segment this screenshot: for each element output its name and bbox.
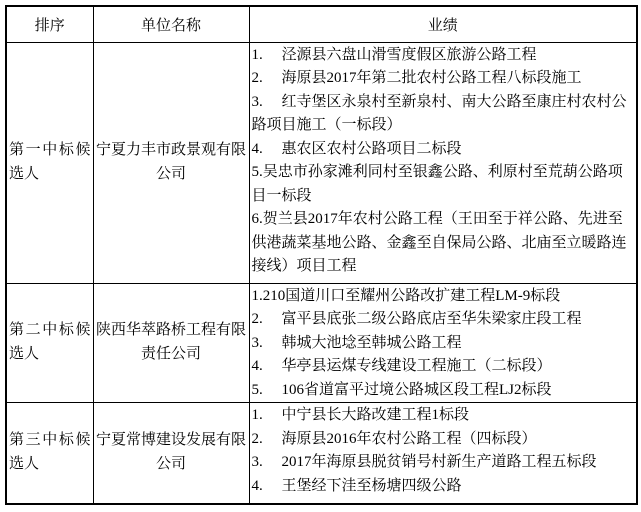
company-cell-1: 宁夏力丰市政景观有限公司 [93,42,249,283]
company-cell-3: 宁夏常博建设发展有限公司 [93,403,249,504]
achievements-cell-1: 1. 泾源县六盘山滑雪度假区旅游公路工程 2. 海原县2017年第二批农村公路工程八标段施工 3. 红寺堡区永泉村至新泉村、南大公路至康庄村农村公路项目施工（一标段） 4. 惠农区农村公路项目二标段 5.吴忠市孙家滩利同村至银鑫公路、利原村至荒葫公路项目一标段 6.贺兰县2017年农村公路工程（王田至于祥公路、先进至供港蔬菜基地公路、金鑫至自保局公路、北庙至立暖路连接线）项目工程 [249,42,637,283]
rank-cell-1: 第一中标候选人 [6,42,93,283]
table-row [6,403,637,504]
table-header [6,6,637,42]
achievements-cell-3: 1. 中宁县长大路改建工程1标段 2. 海原县2016年农村公路工程（四标段） 3. 2017年海原县脱贫销号村新生产道路工程五标段 4. 王堡经下洼至杨塘四级公路 [249,403,637,504]
table-row [6,283,637,403]
header-row [6,6,637,42]
rank-cell-3: 第三中标候选人 [6,403,93,504]
table-row [6,42,637,283]
header-company: 单位名称 [93,6,249,42]
bid-results-table [5,5,638,505]
header-achievements: 业绩 [249,6,637,42]
rank-cell-2: 第二中标候选人 [6,283,93,403]
header-rank: 排序 [6,6,93,42]
achievements-cell-2: 1.210国道川口至耀州公路改扩建工程LM-9标段 2. 富平县底张二级公路底店至华朱梁家庄段工程 3. 韩城大池埝至韩城公路工程 4. 华亭县运煤专线建设工程施工（二标段） 5. 106省道富平过境公路城区段工程LJ2标段 [249,283,637,403]
company-cell-2: 陕西华萃路桥工程有限责任公司 [93,283,249,403]
